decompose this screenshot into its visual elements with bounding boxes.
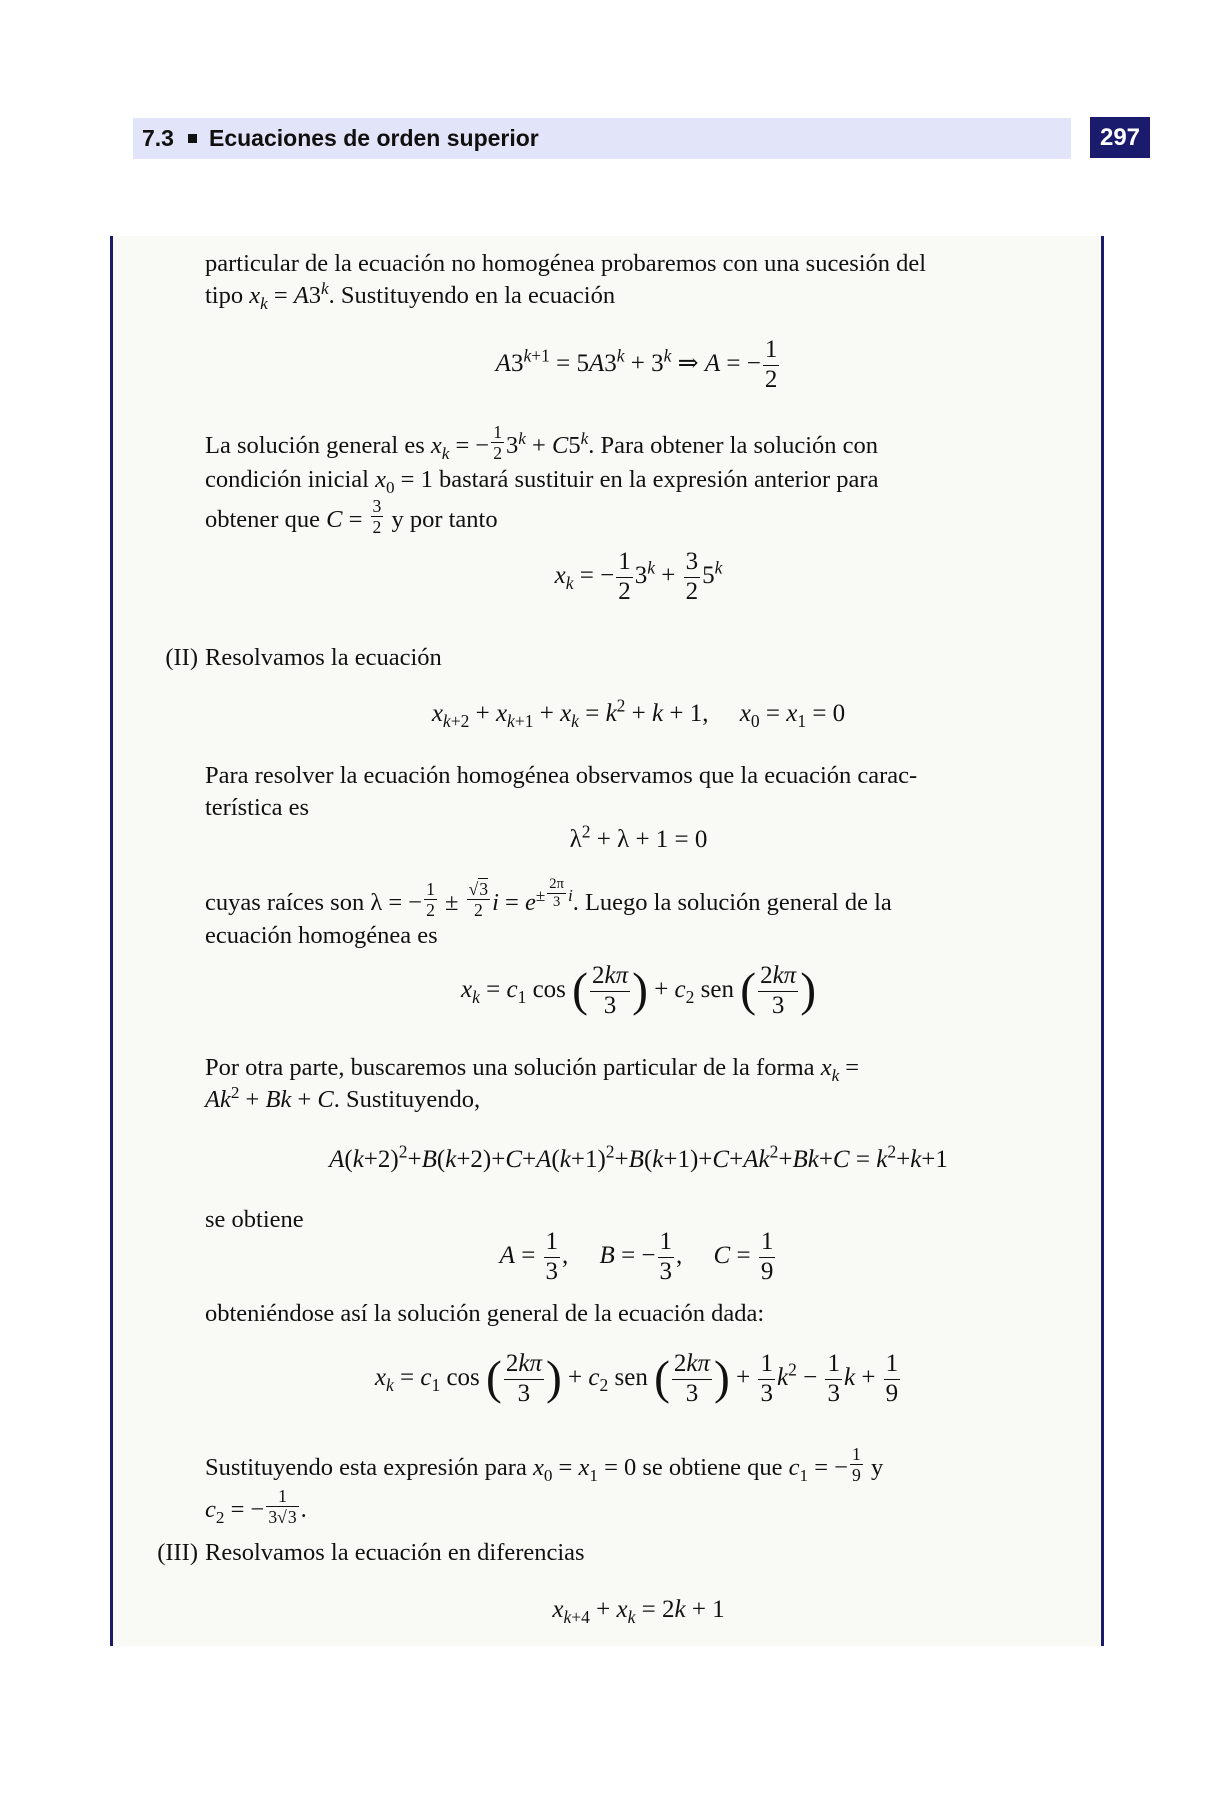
equation-4: $\lambda^2 + \lambda + 1 = 0$ [569, 821, 708, 853]
text-line: ecuación homogénea es [205, 922, 438, 950]
math-inline: λ = − $\frac{1}{2}$ ± $\frac{√3}{2}$ $i = e^{\pm \frac{2\pi}{3} i}$ [370, 876, 573, 920]
math-inline: $c_1$ = − $\frac{1}{9}$ [788, 1444, 861, 1486]
math-inline: $x_k$ = − $\frac{1}{2}$ $3^k + C5^k$ [430, 422, 589, 464]
equation-8: $x_k = c_1$ cos ( $\frac{2k\pi}{3}$ ) + $c_2$ sen ( $\frac{2k\pi}{3}$ ) + $\frac{1}{3}$ $k^2$ − $\frac{1}{3}$ k + $\frac{1}{9}$ [374, 1350, 899, 1407]
text-line: Sustituyendo esta expresión para [205, 1454, 527, 1482]
math-inline: $x_0 = x_1 = 0$ [532, 1454, 637, 1485]
paragraph-1 [205, 248, 1072, 312]
item-3-text: Resolvamos la ecuación en diferencias [205, 1539, 585, 1566]
paragraph-6: se obtiene [205, 1206, 304, 1233]
text-line: y por tanto [391, 505, 498, 533]
text-line: . Sustituyendo, [333, 1086, 481, 1113]
text-line: . Luego la solución general de la [572, 888, 892, 916]
paragraph-8 [205, 1444, 1072, 1527]
section-number: 7.3 [142, 125, 174, 151]
text-line: se obtiene que [642, 1454, 783, 1482]
math-inline: $x_0 = 1$ [375, 465, 433, 497]
equation-6: $A(k+2)^2+B(k+2)+C+A(k+1)^2+B(k+1)+C+Ak^2+Bk+C = k^2+k+1$ [329, 1141, 948, 1173]
math-inline: $c_2$ = − $\frac{1}{3√3}$ . [205, 1485, 307, 1527]
text-line: Para resolver la ecuación homogénea observamos que la ecuación carac- [205, 762, 918, 789]
text-line: Por otra parte, buscaremos una solución particular de la forma [205, 1054, 815, 1081]
text-line: . Sustituyendo en la ecuación [328, 282, 616, 309]
text-line: particular de la ecuación no homogénea probaremos con una sucesión del [205, 250, 927, 277]
item-label-ii: (II) [165, 644, 198, 671]
equation-3: $x_{k+2} + x_{k+1} + x_k = k^2 + k + 1$, $x_0 = x_1 = 0$ [431, 695, 846, 731]
math-inline: C = $\frac{3}{2}$ [326, 495, 382, 537]
paragraph-7: obteniéndose así la solución general de la ecuación dada: [205, 1300, 765, 1327]
text-line: obtener que [205, 505, 320, 533]
bullet-square-icon [188, 134, 197, 143]
text-line: cuyas raíces son [205, 888, 365, 916]
paragraph-4 [205, 876, 1072, 952]
item-label-iii: (III) [157, 1539, 198, 1566]
section-title: Ecuaciones de orden superior [208, 125, 539, 151]
page-number: 297 [1090, 117, 1150, 158]
equation-1: $A3^{k+1} = 5A3^k + 3^k$ ⇒ A = − $\frac{1}{2}$ [495, 336, 778, 393]
equation-5: $x_k = c_1$ cos ( $\frac{2k\pi}{3}$ ) + $c_2$ sen ( $\frac{2k\pi}{3}$ ) [460, 962, 817, 1019]
text-line: terística es [205, 794, 310, 821]
math-inline: $x_k$ = [820, 1054, 860, 1085]
math-inline: $x_k = A3^k$ [249, 278, 329, 313]
text-line: tipo [205, 282, 244, 309]
equation-9: $x_{k+4} + x_k = 2k + 1$ [552, 1596, 725, 1627]
equation-7: A = $\frac{1}{3}$ , B = − $\frac{1}{3}$ , C = $\frac{1}{9}$ [499, 1228, 774, 1285]
text-line: y [870, 1454, 884, 1482]
item-2-text: Resolvamos la ecuación [205, 644, 442, 671]
text-line: condición inicial [205, 465, 369, 493]
math-inline: $Ak^2 + Bk + C$ [205, 1082, 334, 1113]
section-header [133, 118, 1071, 159]
paragraph-5 [205, 1052, 1072, 1116]
equation-2: $x_k$ = − $\frac{1}{2}$ $3^k$ + $\frac{3}{2}$ 5$^k$ [554, 548, 723, 605]
text-line: . Para obtener la solución con [588, 432, 879, 460]
paragraph-2 [205, 422, 1072, 537]
text-line: bastará sustituir en la expresión anterior para [439, 465, 879, 493]
paragraph-3 [205, 760, 1072, 824]
text-line: La solución general es [205, 432, 425, 460]
